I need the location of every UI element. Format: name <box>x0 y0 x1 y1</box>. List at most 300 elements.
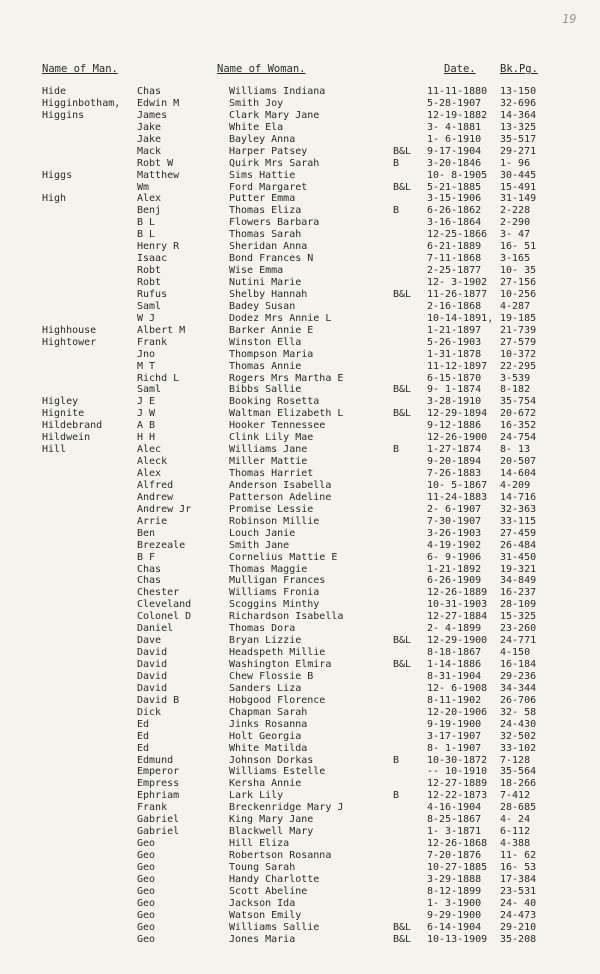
marriage-date: 8-31-1904 <box>427 670 482 682</box>
book-page: 26-706 <box>500 694 537 706</box>
record-row <box>0 110 600 122</box>
book-page: 3- 47 <box>500 229 531 241</box>
record-row <box>0 325 600 337</box>
man-given-name: Richd L <box>137 372 180 384</box>
book-page: 19-321 <box>500 563 537 575</box>
record-row <box>0 373 600 385</box>
record-row <box>0 396 600 408</box>
man-surname: Higgins <box>42 109 85 121</box>
book-page: 14-716 <box>500 491 537 503</box>
book-page: 34-849 <box>500 575 537 587</box>
record-row <box>0 468 600 480</box>
book-page: 8-182 <box>500 384 531 396</box>
marriage-date: 12-22-1873 <box>427 790 488 802</box>
book-page: 24-473 <box>500 909 537 921</box>
record-row <box>0 611 600 623</box>
man-given-name: Andrew <box>137 491 174 503</box>
man-given-name: Matthew <box>137 169 180 181</box>
record-row <box>0 731 600 743</box>
man-surname: Hildebrand <box>42 420 103 432</box>
record-row <box>0 910 600 922</box>
man-given-name: Ephriam <box>137 790 180 802</box>
book-page: 17-384 <box>500 873 537 885</box>
woman-name: Williams Jane <box>229 444 308 456</box>
man-given-name: Ben <box>137 527 156 539</box>
woman-name: Jackson Ida <box>229 897 296 909</box>
book-page: 24-430 <box>500 718 537 730</box>
record-row <box>0 86 600 98</box>
woman-name: Thompson Maria <box>229 348 314 360</box>
man-surname: Hill <box>42 444 67 456</box>
marriage-date: 8-12-1899 <box>427 885 482 897</box>
man-given-name: Saml <box>137 384 162 396</box>
record-row <box>0 528 600 540</box>
record-row <box>0 564 600 576</box>
man-given-name: David <box>137 670 168 682</box>
book-page: 4-287 <box>500 300 531 312</box>
marriage-date: 3-15-1906 <box>427 193 482 205</box>
record-row <box>0 456 600 468</box>
record-row <box>0 707 600 719</box>
book-page: 18-266 <box>500 778 537 790</box>
record-row <box>0 850 600 862</box>
woman-name: Thomas Dora <box>229 623 296 635</box>
book-page: 32- 58 <box>500 706 537 718</box>
man-given-name: Geo <box>137 921 156 933</box>
man-given-name: Saml <box>137 300 162 312</box>
marriage-date: 9-17-1904 <box>427 145 482 157</box>
marriage-date: 1-21-1892 <box>427 563 482 575</box>
man-given-name: Isaac <box>137 253 168 265</box>
woman-name: Louch Janie <box>229 527 296 539</box>
book-page: 32-696 <box>500 97 537 109</box>
record-row <box>0 743 600 755</box>
man-given-name: Frank <box>137 802 168 814</box>
marriage-date: 10-27-1885 <box>427 861 488 873</box>
record-note: B&L <box>393 659 412 670</box>
marriage-date: 12-27-1889 <box>427 778 488 790</box>
header-book-page: Bk.Pg. <box>500 63 538 75</box>
man-given-name: Frank <box>137 336 168 348</box>
man-given-name: Colonel D <box>137 611 192 623</box>
record-note: B&L <box>393 921 412 933</box>
record-row <box>0 683 600 695</box>
woman-name: Kersha Annie <box>229 778 302 790</box>
woman-name: Thomas Harriet <box>229 468 314 479</box>
man-given-name: Alec <box>137 444 162 456</box>
book-page: 4- 24 <box>500 814 531 826</box>
book-page: 34-344 <box>500 682 537 694</box>
record-row <box>0 755 600 767</box>
man-given-name: Chester <box>137 587 180 599</box>
man-given-name: James <box>137 109 168 121</box>
record-list <box>0 86 600 946</box>
marriage-date: 8-18-1867 <box>427 647 482 659</box>
marriage-date: 4-19-1902 <box>427 539 482 551</box>
woman-name: Sheridan Anna <box>229 241 308 253</box>
marriage-date: 7-30-1907 <box>427 515 482 527</box>
book-page: 22-295 <box>500 360 537 372</box>
record-row <box>0 313 600 325</box>
record-row <box>0 587 600 599</box>
record-row <box>0 635 600 647</box>
book-page: 13-150 <box>500 86 537 97</box>
man-given-name: Emperor <box>137 766 180 778</box>
record-row <box>0 552 600 564</box>
woman-name: Winston Ella <box>229 336 302 348</box>
woman-name: Breckenridge Mary J <box>229 802 344 814</box>
woman-name: Scoggins Minthy <box>229 599 320 611</box>
woman-name: Chapman Sarah <box>229 706 308 718</box>
book-page: 27-579 <box>500 336 537 348</box>
marriage-date: 6-21-1889 <box>427 241 482 253</box>
woman-name: Flowers Barbara <box>229 217 320 229</box>
marriage-date: 12-26-1900 <box>427 432 488 444</box>
book-page: 6-112 <box>500 826 531 838</box>
man-given-name: Cleveland <box>137 599 192 611</box>
book-page: 13-325 <box>500 121 537 133</box>
record-row <box>0 814 600 826</box>
man-given-name: Ed <box>137 730 150 742</box>
woman-name: Handy Charlotte <box>229 873 320 885</box>
woman-name: White Ela <box>229 121 284 133</box>
man-given-name: Benj <box>137 205 162 217</box>
record-row <box>0 349 600 361</box>
marriage-date: 12-29-1894 <box>427 408 488 420</box>
woman-name: Promise Lessie <box>229 503 314 515</box>
record-row <box>0 575 600 587</box>
man-given-name: Geo <box>137 850 156 861</box>
book-page: 15-491 <box>500 181 537 193</box>
man-given-name: H H <box>137 432 156 444</box>
man-given-name: Arrie <box>137 515 168 527</box>
record-row <box>0 289 600 301</box>
book-page: 24-771 <box>500 635 537 647</box>
record-row <box>0 922 600 934</box>
record-row <box>0 193 600 205</box>
woman-name: Smith Joy <box>229 97 284 109</box>
record-row <box>0 277 600 289</box>
marriage-date: 7-11-1868 <box>427 253 482 265</box>
book-page: 35-208 <box>500 933 537 945</box>
book-page: 4-209 <box>500 479 531 491</box>
book-page: 14-604 <box>500 468 537 479</box>
marriage-date: 1-27-1874 <box>427 444 482 456</box>
woman-name: Quirk Mrs Sarah <box>229 157 320 169</box>
woman-name: Sanders Liza <box>229 682 302 694</box>
woman-name: Anderson Isabella <box>229 479 332 491</box>
man-surname: Higginbotham, <box>42 97 121 109</box>
woman-name: Thomas Annie <box>229 360 302 372</box>
book-page: 20-672 <box>500 408 537 420</box>
woman-name: Dodez Mrs Annie L <box>229 312 332 324</box>
man-given-name: Robt W <box>137 157 174 169</box>
woman-name: Hooker Tennessee <box>229 420 326 432</box>
woman-name: King Mary Jane <box>229 814 314 826</box>
book-page: 23-260 <box>500 623 537 635</box>
book-page: 31-149 <box>500 193 537 205</box>
book-page: 24- 40 <box>500 897 537 909</box>
record-row <box>0 444 600 456</box>
record-row <box>0 671 600 683</box>
record-row <box>0 122 600 134</box>
marriage-date: 1- 6-1910 <box>427 133 482 145</box>
marriage-date: 12-19-1882 <box>427 109 488 121</box>
header-name-of-man: Name of Man. <box>42 63 118 75</box>
record-row <box>0 623 600 635</box>
marriage-date: 8-25-1867 <box>427 814 482 826</box>
book-page: 2-228 <box>500 205 531 217</box>
marriage-date: 3-28-1910 <box>427 396 482 408</box>
book-page: 27-156 <box>500 277 537 288</box>
record-row <box>0 361 600 373</box>
record-row <box>0 480 600 492</box>
woman-name: Thomas Sarah <box>229 229 302 241</box>
marriage-date: 11-12-1897 <box>427 360 488 372</box>
marriage-date: 10-30-1872 <box>427 754 488 766</box>
man-given-name: Chas <box>137 563 162 575</box>
record-row <box>0 874 600 886</box>
man-given-name: Empress <box>137 778 180 790</box>
record-note: B <box>393 157 400 169</box>
woman-name: Cornelius Mattie E <box>229 551 338 563</box>
record-row <box>0 217 600 229</box>
man-given-name: Jno <box>137 348 156 360</box>
book-page: 16- 53 <box>500 861 537 873</box>
marriage-date: 6-26-1909 <box>427 575 482 587</box>
header-name-of-woman: Name of Woman. <box>217 63 306 75</box>
record-row <box>0 695 600 707</box>
woman-name: Jinks Rosanna <box>229 718 308 730</box>
woman-name: Holt Georgia <box>229 730 302 742</box>
marriage-date: 7-20-1876 <box>427 850 482 861</box>
man-given-name: Chas <box>137 575 162 587</box>
man-given-name: Geo <box>137 885 156 897</box>
marriage-date: 9-19-1900 <box>427 718 482 730</box>
marriage-date: 9-20-1894 <box>427 456 482 468</box>
woman-name: Bryan Lizzie <box>229 635 302 647</box>
book-page: 31-450 <box>500 551 537 563</box>
book-page: 29-236 <box>500 670 537 682</box>
man-given-name: Dave <box>137 635 162 647</box>
man-given-name: David <box>137 647 168 659</box>
woman-name: Bibbs Sallie <box>229 384 302 396</box>
record-row <box>0 802 600 814</box>
woman-name: Chew Flossie B <box>229 670 314 682</box>
book-page: 23-531 <box>500 885 537 897</box>
book-page: 32-363 <box>500 503 537 515</box>
woman-name: Badey Susan <box>229 300 296 312</box>
record-note: B&L <box>393 384 412 396</box>
record-row <box>0 540 600 552</box>
marriage-date: 10-14-1891, <box>427 312 494 324</box>
record-row <box>0 492 600 504</box>
woman-name: Hill Eliza <box>229 838 290 850</box>
man-given-name: Geo <box>137 933 156 945</box>
record-row <box>0 838 600 850</box>
man-surname: Hignite <box>42 408 85 420</box>
record-note: B <box>393 444 400 456</box>
record-row <box>0 420 600 432</box>
woman-name: Toung Sarah <box>229 861 296 873</box>
woman-name: Sims Hattie <box>229 169 296 181</box>
woman-name: Nutini Marie <box>229 277 302 288</box>
record-row <box>0 205 600 217</box>
woman-name: Harper Patsey <box>229 145 308 157</box>
header-date: Date. <box>444 63 476 75</box>
marriage-date: 12-26-1889 <box>427 587 488 599</box>
marriage-date: 2-16-1868 <box>427 300 482 312</box>
record-row <box>0 719 600 731</box>
record-note: B&L <box>393 145 412 157</box>
woman-name: Barker Annie E <box>229 324 314 336</box>
man-given-name: Edmund <box>137 754 174 766</box>
woman-name: Wise Emma <box>229 265 284 277</box>
book-page: 7-412 <box>500 790 531 802</box>
man-given-name: Rufus <box>137 288 168 300</box>
woman-name: Williams Indiana <box>229 86 326 97</box>
woman-name: Washington Elmira <box>229 659 332 670</box>
marriage-date: -- 10-1910 <box>427 766 488 778</box>
marriage-date: 11-26-1877 <box>427 288 488 300</box>
book-page: 30-445 <box>500 169 537 181</box>
marriage-date: 1-31-1878 <box>427 348 482 360</box>
marriage-date: 12-26-1868 <box>427 838 488 850</box>
woman-name: Hobgood Florence <box>229 694 326 706</box>
marriage-date: 2- 4-1899 <box>427 623 482 635</box>
man-given-name: B L <box>137 229 156 241</box>
book-page: 15-325 <box>500 611 537 623</box>
marriage-date: 12-20-1906 <box>427 706 488 718</box>
book-page: 32-502 <box>500 730 537 742</box>
woman-name: Williams Estelle <box>229 766 326 778</box>
book-page: 10- 35 <box>500 265 537 277</box>
book-page: 20-507 <box>500 456 537 468</box>
record-row <box>0 98 600 110</box>
marriage-date: 10- 5-1867 <box>427 479 488 491</box>
man-given-name: Henry R <box>137 241 180 253</box>
woman-name: Putter Emma <box>229 193 296 205</box>
marriage-date: 3- 4-1881 <box>427 121 482 133</box>
woman-name: Waltman Elizabeth L <box>229 408 344 420</box>
book-page: 26-484 <box>500 539 537 551</box>
marriage-date: 12-29-1900 <box>427 635 488 647</box>
marriage-date: 3-20-1846 <box>427 157 482 169</box>
marriage-date: 1-14-1886 <box>427 659 482 670</box>
record-row <box>0 432 600 444</box>
woman-name: Patterson Adeline <box>229 491 332 503</box>
man-surname: Higgs <box>42 169 73 181</box>
woman-name: Watson Emily <box>229 909 302 921</box>
record-row <box>0 599 600 611</box>
book-page: 10-372 <box>500 348 537 360</box>
marriage-date: 3-26-1903 <box>427 527 482 539</box>
man-given-name: Andrew Jr <box>137 503 192 515</box>
record-row <box>0 265 600 277</box>
marriage-date: 3-17-1907 <box>427 730 482 742</box>
record-row <box>0 886 600 898</box>
woman-name: Clark Mary Jane <box>229 109 320 121</box>
record-row <box>0 241 600 253</box>
book-page: 14-364 <box>500 109 537 121</box>
man-surname: Hildwein <box>42 432 91 444</box>
record-row <box>0 647 600 659</box>
woman-name: Blackwell Mary <box>229 826 314 838</box>
book-page: 16- 51 <box>500 241 537 253</box>
record-row <box>0 337 600 349</box>
man-given-name: Geo <box>137 838 156 850</box>
woman-name: Lark Lily <box>229 790 284 802</box>
man-given-name: Jake <box>137 133 162 145</box>
woman-name: Rogers Mrs Martha E <box>229 372 344 384</box>
book-page: 21-739 <box>500 324 537 336</box>
man-given-name: J W <box>137 408 156 420</box>
man-given-name: M T <box>137 360 156 372</box>
man-given-name: Aleck <box>137 456 168 468</box>
record-row <box>0 778 600 790</box>
woman-name: Booking Rosetta <box>229 396 320 408</box>
record-note: B&L <box>393 181 412 193</box>
man-given-name: Daniel <box>137 623 174 635</box>
book-page: 35-564 <box>500 766 537 778</box>
woman-name: Ford Margaret <box>229 181 308 193</box>
marriage-date: 12-25-1866 <box>427 229 488 241</box>
record-note: B&L <box>393 288 412 300</box>
record-row <box>0 301 600 313</box>
book-page: 3-539 <box>500 372 531 384</box>
marriage-date: 9-12-1886 <box>427 420 482 432</box>
book-page: 7-128 <box>500 754 531 766</box>
man-given-name: Gabriel <box>137 826 180 838</box>
woman-name: Williams Fronia <box>229 587 320 599</box>
man-given-name: Ed <box>137 742 150 754</box>
record-row <box>0 516 600 528</box>
man-given-name: David <box>137 682 168 694</box>
woman-name: Thomas Eliza <box>229 205 302 217</box>
book-page: 24-754 <box>500 432 537 444</box>
woman-name: Smith Jane <box>229 539 290 551</box>
man-given-name: Geo <box>137 897 156 909</box>
book-page: 11- 62 <box>500 850 537 861</box>
record-row <box>0 790 600 802</box>
man-given-name: J E <box>137 396 156 408</box>
woman-name: Williams Sallie <box>229 921 320 933</box>
marriage-date: 1- 3-1900 <box>427 897 482 909</box>
book-page: 35-517 <box>500 133 537 145</box>
record-note: B <box>393 790 400 802</box>
marriage-date: 10-31-1903 <box>427 599 488 611</box>
man-surname: Higley <box>42 396 79 408</box>
marriage-date: 10- 8-1905 <box>427 169 488 181</box>
book-page: 16-352 <box>500 420 537 432</box>
woman-name: Headspeth Millie <box>229 647 326 659</box>
record-row <box>0 229 600 241</box>
record-row <box>0 408 600 420</box>
marriage-date: 8-11-1902 <box>427 694 482 706</box>
man-given-name: Ed <box>137 718 150 730</box>
man-given-name: Alfred <box>137 479 174 491</box>
marriage-date: 5-28-1907 <box>427 97 482 109</box>
book-page: 29-210 <box>500 921 537 933</box>
woman-name: Robertson Rosanna <box>229 850 332 861</box>
marriage-date: 6-15-1870 <box>427 372 482 384</box>
marriage-date: 1-21-1897 <box>427 324 482 336</box>
marriage-date: 11-24-1883 <box>427 491 488 503</box>
marriage-date: 9-29-1900 <box>427 909 482 921</box>
record-row <box>0 182 600 194</box>
record-row <box>0 504 600 516</box>
man-given-name: Edwin M <box>137 97 180 109</box>
